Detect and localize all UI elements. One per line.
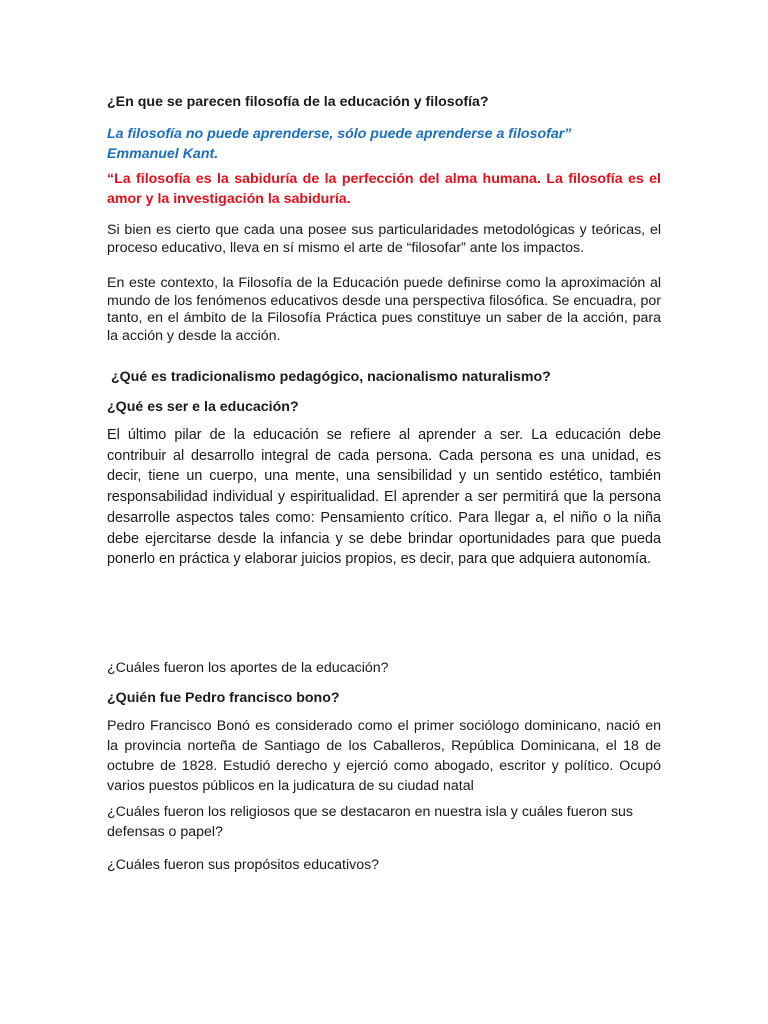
question-pedro-bono: ¿Quién fue Pedro francisco bono?: [107, 690, 340, 706]
paragraph-learning-to-be: El último pilar de la educación se refiere al aprender a ser. La educación debe contribuir al desarrollo integral de cada persona. Cada persona es una unidad, es decir, tiene un cuerpo, una mente, una sensibilidad y un sentido estético, también responsabilidad individual y espiritualidad. El aprender a ser permitirá que la persona desarrolle aspectos tales como: Pensamiento crítico. Para llegar a, el niño o la niña debe ejercitarse desde la infancia y se debe brindar oportunidades para que pueda ponerlo en práctica y elaborar juicios propios, es decir, para que adquiera autonomía.: [107, 427, 661, 568]
question-being-education: ¿Qué es ser e la educación?: [107, 399, 299, 415]
paragraph-context: En este contexto, la Filosofía de la Educación puede definirse como la aproximación al mundo de los fenómenos educativos desde una perspectiva filosófica. Se encuadra, por tanto, en el ámbito de la Filosofía Práctica pues constituye un saber de la acción, para la acción y desde la acción.: [107, 275, 661, 344]
kant-quote: [107, 124, 661, 164]
red-quote: “La filosofía es la sabiduría de la perfección del alma humana. La filosofía es el amor y la investigación la sabiduría.: [107, 171, 661, 207]
question-religious-figures: ¿Cuáles fueron los religiosos que se destacaron en nuestra isla y cuáles fueron sus defensas o papel?: [107, 804, 634, 840]
question-philosophy-education: ¿En que se parecen filosofía de la educación y filosofía?: [107, 94, 489, 110]
kant-quote-author: Emmanuel Kant.: [107, 146, 219, 162]
paragraph-particularities: Si bien es cierto que cada una posee sus particularidades metodológicas y teóricas, el proceso educativo, lleva en sí mismo el arte de “filosofar” ante los impactos.: [107, 222, 661, 256]
question-educational-purposes: ¿Cuáles fueron sus propósitos educativos?: [107, 857, 380, 873]
kant-quote-text: La filosofía no puede aprenderse, sólo puede aprenderse a filosofar”: [107, 126, 572, 142]
question-traditionalism: ¿Qué es tradicionalismo pedagógico, nacionalismo naturalismo?: [107, 369, 551, 385]
question-contributions: ¿Cuáles fueron los aportes de la educación?: [107, 660, 389, 676]
paragraph-pedro-bono: Pedro Francisco Bonó es considerado como el primer sociólogo dominicano, nació en la provincia norteña de Santiago de los Caballeros, República Dominicana, el 18 de octubre de 1828. Estudió derecho y ejerció como abogado, escritor y político. Ocupó varios puestos públicos en la judicatura de su ciudad natal: [107, 718, 661, 794]
